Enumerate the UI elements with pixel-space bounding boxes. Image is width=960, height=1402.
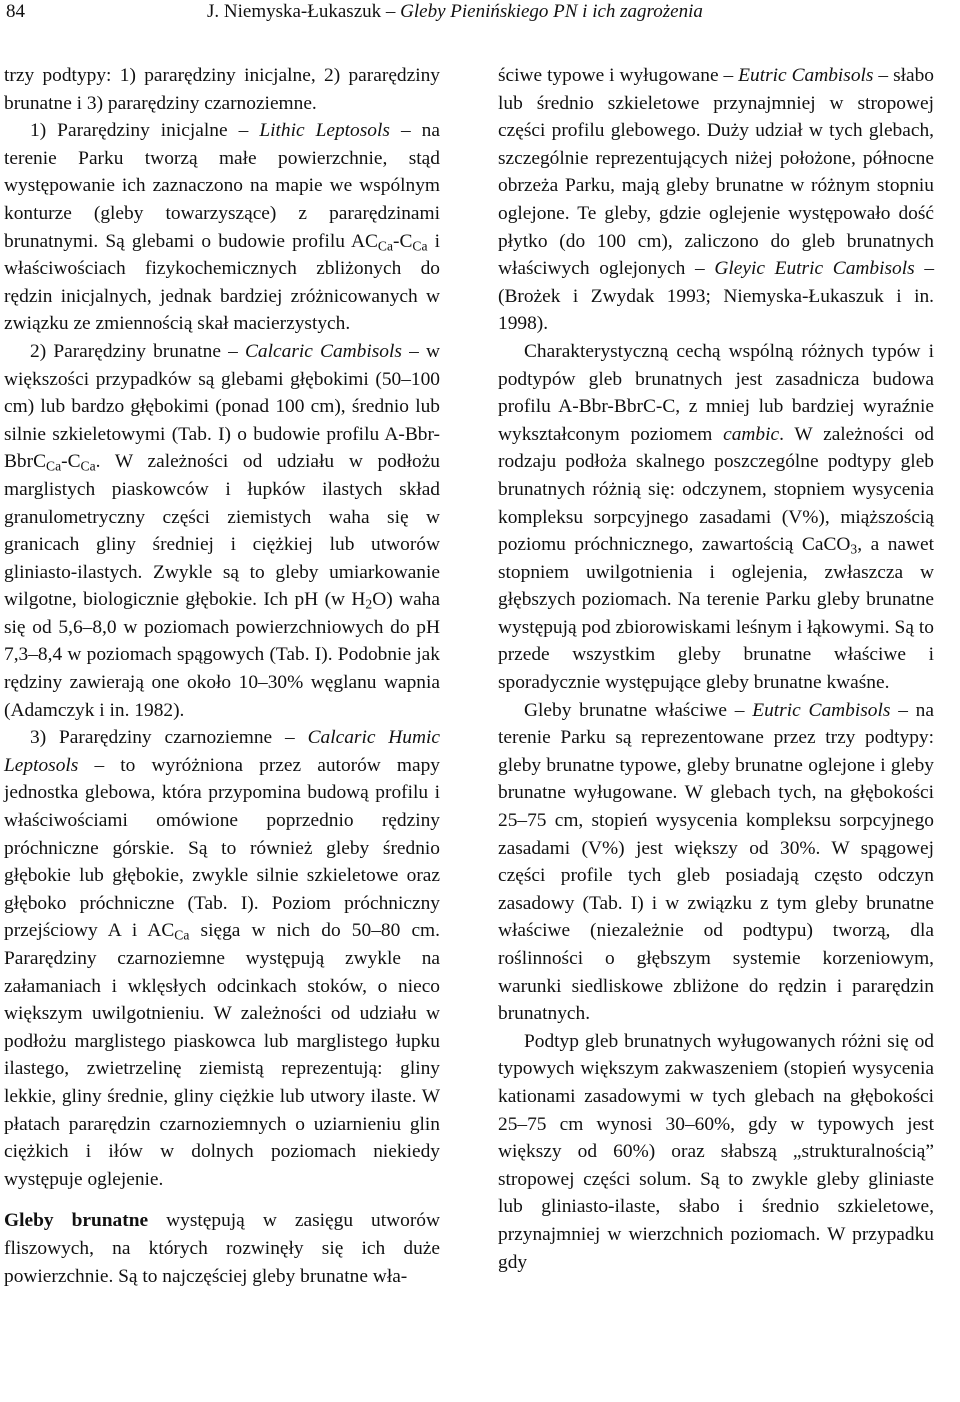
italic-term: Eutric Cambisols	[738, 65, 874, 86]
italic-term: Eutric Cambisols	[752, 699, 891, 721]
subscript: 2	[365, 596, 373, 612]
paragraph	[4, 724, 440, 1193]
text-run: – słabo lub średnio szkieletowe przynajmniej w stropowej części profilu glebowego. Duży udział w tych glebach, szczególnie reprezentujących niżej położone, północne obrzeża Parku, mają gleby brunatne w różnym stopniu oglejone. Te gleby, gdzie oglejenie występowało dość płytko (do 100 cm), zaliczono do gleb brunatnych właściwych oglejonych –	[498, 65, 934, 280]
text-run: -C	[393, 230, 413, 252]
subscript: Ca	[412, 237, 428, 253]
paragraph: trzy podtypy: 1) pararędziny inicjalne, 2) pararędziny brunatne i 3) pararędziny czarnoziemne.	[4, 65, 440, 114]
text-run: -C	[61, 451, 81, 473]
paragraph	[4, 117, 440, 338]
text-run: – to wyróżniona przez autorów mapy jednostka glebowa, która przypomina budową profilu i właściwościami omówione poprzednio rędziny próchniczne górskie. Są to również gleby średnio głębokie lub głębokie, zwykle silnie szkieletowe oraz głęboko próchniczne (Tab. I). Poziom próchniczny przejściowy A i AC	[4, 754, 440, 942]
paragraph	[4, 1207, 440, 1290]
text-run: – na terenie Parku są reprezentowane przez trzy podtypy: gleby brunatne typowe, gleby brunatne oglejone i gleby brunatne wyługowane. W glebach tych, na głębokości 25–75 cm, stopień wysycenia kompleksu sorpcyjnego zasadami (V%) jest większy od 30%. W spągowej części profile tych gleb posiadają często odczyn zasadowy (Tab. I) i w związku z tym gleby brunatne właściwe (niezależnie od podtypu) tworzą, dla roślinności o głębszym systemie korzeniowym, warunki siedliskowe zbliżone do rędzin i pararędzin brunatnych.	[498, 699, 934, 1025]
bold-term: Gleby brunatne	[4, 1210, 149, 1232]
text-run: , a nawet stopniem uwilgotnienia i oglejenia, zwłaszcza w głębszych poziomach. Na terenie Parku gleby brunatne występują pod zbiorowiskami leśnym i łąkowymi. Są to przede wszystkim gleby brunatne właściwe i sporadycznie występujące gleby brunatne kwaśne.	[498, 534, 935, 694]
italic-term: cambic	[723, 423, 780, 445]
header-title: Gleby Pienińskiego PN i ich zagrożenia	[400, 1, 703, 22]
text-run: Gleby brunatne właściwe –	[524, 699, 753, 721]
text-run: ściwe typowe i wyługowane –	[498, 65, 739, 86]
text-run: – w większości przypadków są glebami głębokimi (50–100 cm) lub bardzo głębokimi (ponad 100 cm), średnio lub silnie szkieletowymi (Tab. I) o budowie profilu A-Bbr-BbrC	[4, 340, 440, 473]
running-title	[207, 0, 703, 24]
italic-term: Calcaric Humic Leptosols	[4, 727, 440, 776]
text-run: występują w zasięgu utworów fliszowych, na których rozwinęły się ich duże powierzchnie. Są to najczęściej gleby brunatne wła-	[4, 1210, 440, 1287]
text-run: – (Brożek i Zwydak 1993; Niemyska-Łukaszuk i in. 1998).	[498, 258, 935, 335]
italic-term: Gleyic Eutric Cambisols	[714, 258, 915, 280]
paragraph	[4, 338, 440, 724]
subscript: Ca	[377, 237, 393, 253]
text-run: 3) Pararędziny czarnoziemne –	[30, 727, 308, 749]
right-column	[498, 62, 934, 1276]
subscript: Ca	[46, 458, 62, 474]
text-run: – na terenie Parku tworzą małe powierzchnie, stąd występowanie ich zaznaczono na mapie we wspólnym konturze (gleby towarzyszące) z pararędzinami brunatnymi. Są glebami o budowie profilu AC	[4, 120, 440, 252]
text-run: sięga w nich do 50–80 cm. Pararędziny czarnoziemne występują zwykle na załamaniach i wklęsłych odcinkach stoków, o nieco większym uwilgotnieniu. W zależności od udziału w podłożu marglistego piaskowca lub marglistego łupku ilastego, zwietrzelinę ziemistą reprezentują: gliny lekkie, gliny średnie, gliny ciężkie lub utwory ilaste. W płatach pararędzin czarnoziemnych o uziarnieniu glin ciężkich i iłów w dolnych poziomach niekiedy występuje oglejenie.	[4, 920, 440, 1190]
paragraph	[498, 338, 934, 697]
running-header	[0, 0, 960, 30]
header-author: J. Niemyska-Łukaszuk –	[207, 1, 401, 22]
page-number: 84	[6, 1, 25, 22]
text-run: . W zależności od udziału w podłożu marglistych piaskowców i łupków ilastych skład granulometryczny części ziemistych waha się w granicach gliny średniej i ciężkiej lub utworów gliniasto-ilastych. Zwykle są to gleby umiarkowanie wilgotne, biologicznie głębokie. Ich pH (w H	[4, 451, 440, 611]
subscript: Ca	[80, 458, 96, 474]
text-run: i właściwościach fizykochemicznych zbliżonych do rędzin inicjalnych, jednak bardziej zróżnicowanych w związku ze zmiennością skał macierzystych.	[4, 230, 440, 335]
text-run: 1) Pararędziny inicjalne –	[30, 120, 260, 142]
paragraph: Podtyp gleb brunatnych wyługowanych różni się od typowych większym zakwaszeniem (stopień wysycenia kationami zasadowymi w tych glebach na głębokości 25–75 cm wynosi 30–60%, gdy w typowych jest większy od 60%) oraz słabszą „strukturalnością” stropowej części solum. Są to zwykle gleby gliniaste lub gliniasto-ilaste, słabo i średnio szkieletowe, przynajmniej w wierzchnich poziomach. W przypadku gdy	[498, 1030, 934, 1273]
text-run: . W zależności od rodzaju podłoża skalnego poszczególne podtypy gleb brunatnych różnią się: odczynem, stopniem wysycenia kompleksu sorpcyjnego zasadami (V%), miąższością poziomu próchnicznego, zawartością CaCO	[498, 423, 934, 556]
text-run: Charakterystyczną cechą wspólną różnych typów i podtypów gleb brunatnych jest zasadnicza budowa profilu A-Bbr-BbrC-C, z mniej lub bardziej wyraźnie wykształconym poziomem	[498, 340, 934, 445]
text-run: O) waha się od 5,6–8,0 w poziomach powierzchniowych do pH 7,3–8,4 w poziomach spągowych (Tab. I). Podobnie jak rędziny zawierają one około 10–30% węglanu wapnia (Adamczyk i in. 1982).	[4, 589, 440, 721]
subscript: 3	[850, 541, 858, 557]
paragraph	[498, 62, 934, 338]
italic-term: Lithic Leptosols	[259, 120, 390, 142]
text-run: 2) Pararędziny brunatne –	[30, 340, 245, 362]
left-column	[4, 62, 440, 1290]
paragraph	[498, 697, 934, 1028]
subscript: Ca	[174, 927, 190, 943]
italic-term: Calcaric Cambisols	[245, 340, 402, 362]
